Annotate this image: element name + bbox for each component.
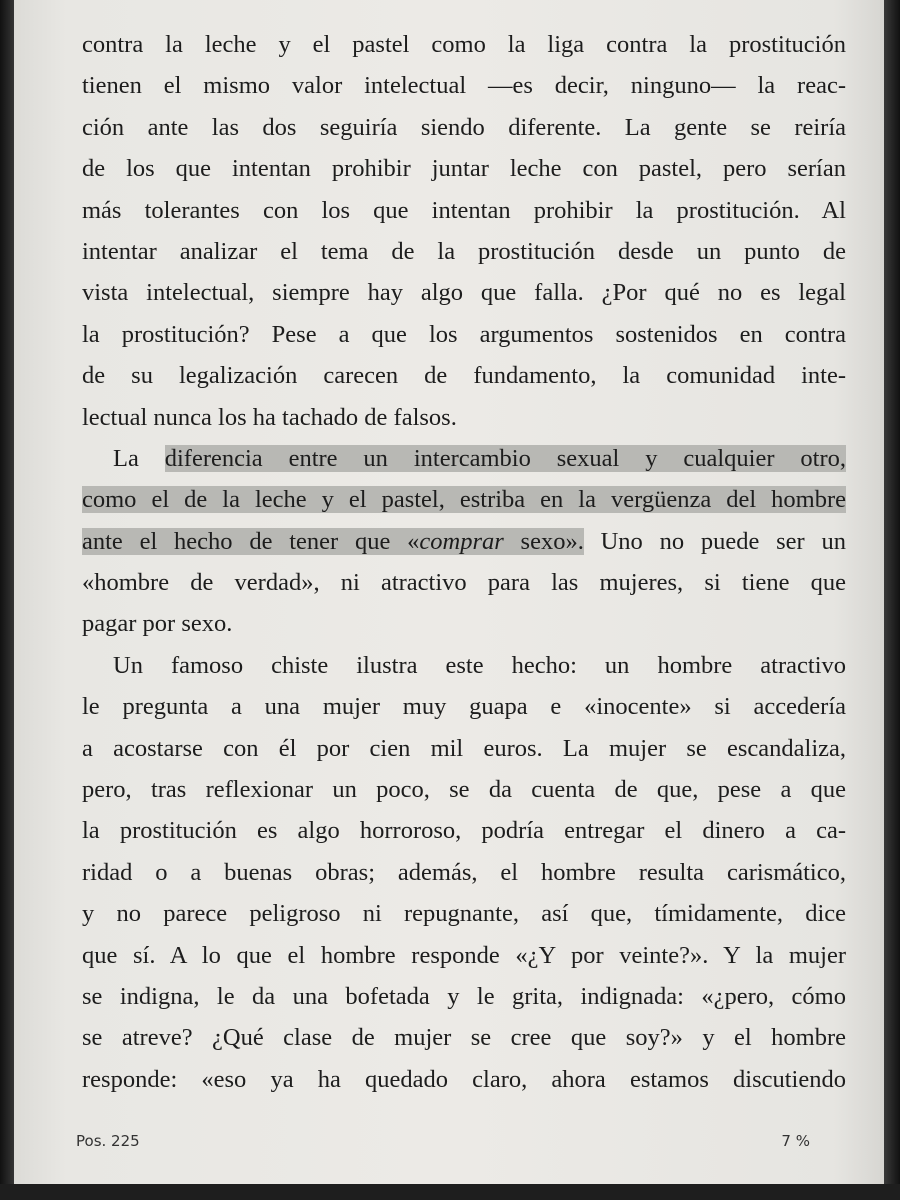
- text-segment: más tolerantes con los que intentan prohibir la prostitución. Al: [82, 196, 846, 224]
- text-line: [82, 935, 846, 976]
- progress-percent[interactable]: 7 %: [781, 1132, 810, 1150]
- reader-footer: [76, 1132, 810, 1150]
- text-line: [82, 686, 846, 727]
- text-segment: La: [113, 444, 165, 472]
- text-segment: contra la leche y el pastel como la liga contra la prostitución: [82, 31, 846, 58]
- text-segment: «hombre de verdad», ni atractivo para las mujeres, si tiene que: [82, 569, 846, 597]
- text-line: [82, 438, 846, 479]
- text-line: [82, 645, 846, 686]
- text-segment: y no parece peligroso ni repugnante, así que, tímidamente, dice: [82, 900, 846, 928]
- text-line: [82, 65, 846, 106]
- text-line: [82, 272, 846, 313]
- text-segment: que sí. A lo que el hombre responde «¿Y por veinte?». Y la mujer: [82, 941, 846, 969]
- text-segment: ción ante las dos seguiría siendo diferente. La gente se reiría: [82, 113, 846, 141]
- text-segment: tienen el mismo valor intelectual —es decir, ninguno— la reac-: [82, 72, 846, 100]
- location-indicator[interactable]: Pos. 225: [76, 1132, 140, 1150]
- text-segment: lectual nunca los ha tachado de falsos.: [82, 403, 457, 431]
- text-segment: de los que intentan prohibir juntar leche con pastel, pero serían: [82, 155, 846, 183]
- text-line: [82, 24, 846, 65]
- highlighted-text[interactable]: diferencia entre un intercambio sexual y cualquier otro,: [164, 444, 847, 472]
- text-segment: intentar analizar el tema de la prostitución desde un punto de: [82, 237, 846, 265]
- text-line: [82, 190, 846, 231]
- text-segment: se indigna, le da una bofetada y le grita, indignada: «¿pero, cómo: [82, 982, 846, 1010]
- text-segment: de su legalización carecen de fundamento, la comunidad inte-: [82, 362, 846, 390]
- text-segment: Un famoso chiste ilustra este hecho: un hombre atractivo: [113, 651, 846, 679]
- highlighted-text[interactable]: ante el hecho de tener que «: [82, 527, 420, 555]
- text-line: [82, 521, 846, 562]
- text-line: [82, 603, 846, 644]
- text-line: [82, 562, 846, 603]
- text-line: [82, 355, 846, 396]
- text-line: [82, 1059, 846, 1100]
- reader-screen[interactable]: [14, 0, 886, 1185]
- device-bezel-bottom: [0, 1184, 900, 1200]
- highlighted-text[interactable]: comprar: [419, 527, 504, 555]
- text-segment: la prostitución? Pese a que los argumentos sostenidos en contra: [82, 320, 846, 348]
- text-segment: la prostitución es algo horroroso, podría entregar el dinero a ca-: [82, 817, 846, 845]
- text-segment: se atreve? ¿Qué clase de mujer se cree que soy?» y el hombre: [82, 1024, 846, 1052]
- text-segment: pagar por sexo.: [82, 610, 233, 638]
- text-line: [82, 728, 846, 769]
- text-segment: Uno no puede ser un: [583, 527, 846, 555]
- text-line: [82, 769, 846, 810]
- paragraph: [82, 438, 846, 645]
- text-segment: responde: «eso ya ha quedado claro, ahora estamos discutiendo: [82, 1065, 846, 1093]
- device-bezel-right: [884, 0, 900, 1200]
- text-line: [82, 148, 846, 189]
- text-line: [82, 231, 846, 272]
- text-line: [82, 397, 846, 438]
- text-line: [82, 976, 846, 1017]
- text-line: [82, 852, 846, 893]
- text-segment: le pregunta a una mujer muy guapa e «inocente» si accedería: [82, 693, 846, 721]
- text-line: [82, 810, 846, 851]
- text-segment: a acostarse con él por cien mil euros. La mujer se escandaliza,: [82, 734, 846, 762]
- text-line: [82, 107, 846, 148]
- book-page-text[interactable]: [82, 24, 846, 1100]
- text-segment: vista intelectual, siempre hay algo que falla. ¿Por qué no es legal: [82, 279, 846, 307]
- paragraph: [82, 24, 846, 438]
- paragraph: [82, 645, 846, 1100]
- highlighted-text[interactable]: como el de la leche y el pastel, estriba en la vergüenza del hombre: [82, 486, 846, 514]
- text-segment: ridad o a buenas obras; además, el hombre resulta carismático,: [82, 858, 846, 886]
- text-line: [82, 893, 846, 934]
- highlighted-text[interactable]: sexo».: [503, 527, 584, 555]
- text-line: [82, 479, 846, 520]
- text-line: [82, 1017, 846, 1058]
- text-line: [82, 314, 846, 355]
- text-segment: pero, tras reflexionar un poco, se da cuenta de que, pese a que: [82, 776, 846, 804]
